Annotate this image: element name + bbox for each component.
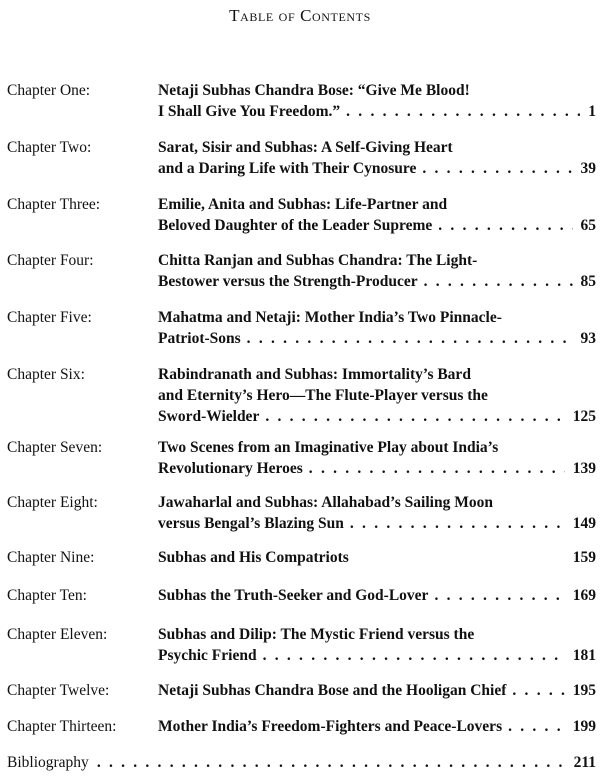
dot-leader [265, 406, 564, 427]
chapter-title-line: Netaji Subhas Chandra Bose: “Give Me Blood! [158, 82, 470, 99]
chapter-title-line: Subhas the Truth-Seeker and God-Lover [158, 587, 429, 604]
chapter-title-line: versus Bengal’s Blazing Sun [158, 515, 344, 532]
dot-leader [346, 101, 580, 122]
chapter-label: Chapter Nine: [7, 549, 95, 566]
toc-title: Table of Contents [229, 6, 371, 25]
dot-leader [97, 752, 566, 773]
chapter-label: Chapter Three: [7, 196, 101, 213]
chapter-label: Chapter Thirteen: [7, 718, 117, 735]
chapter-title-line: Netaji Subhas Chandra Bose and the Hooligan Chief [158, 682, 507, 699]
dot-leader [508, 716, 565, 737]
chapter-label: Chapter Ten: [7, 587, 87, 604]
page-number: 195 [572, 682, 596, 699]
chapter-title-line: Psychic Friend [158, 647, 257, 664]
chapter-title-line: Jawaharlal and Subhas: Allahabad’s Sailing Moon [158, 494, 493, 511]
chapter-title-line: and Eternity’s Hero—The Flute-Player versus the [158, 387, 488, 404]
dot-leader [424, 271, 573, 292]
chapter-label: Chapter Seven: [7, 439, 103, 456]
chapter-title-line: Beloved Daughter of the Leader Supreme [158, 217, 433, 234]
page-number: 125 [572, 408, 596, 425]
chapter-label: Chapter Six: [7, 366, 85, 383]
chapter-title-line: Sword-Wielder [158, 408, 260, 425]
chapter-label: Chapter Twelve: [7, 682, 110, 699]
chapter-label: Chapter Two: [7, 139, 92, 156]
chapter-label: Chapter Five: [7, 309, 92, 326]
chapter-title-line: Subhas and Dilip: The Mystic Friend versus the [158, 626, 475, 643]
page-number: 181 [572, 647, 596, 664]
dot-leader [438, 215, 572, 236]
chapter-title-line: Revolutionary Heroes [158, 460, 303, 477]
dot-leader [512, 680, 564, 701]
page-number: 199 [572, 718, 596, 735]
chapter-title-line: I Shall Give You Freedom.” [158, 103, 341, 120]
chapter-title-line: Bestower versus the Strength-Producer [158, 273, 418, 290]
chapter-title-line: Sarat, Sisir and Subhas: A Self-Giving Heart [158, 139, 453, 156]
chapter-label: Chapter One: [7, 82, 91, 99]
bibliography-label: Bibliography [7, 754, 89, 771]
chapter-title-line: and a Daring Life with Their Cynosure [158, 160, 417, 177]
chapter-label: Chapter Eleven: [7, 626, 108, 643]
page-number: 169 [572, 587, 596, 604]
chapter-title-line: Mahatma and Netaji: Mother India’s Two Pinnacle- [158, 309, 502, 326]
dot-leader [309, 458, 565, 479]
page-number: 65 [580, 217, 596, 234]
page-number: 159 [572, 549, 596, 566]
page-number: 149 [572, 515, 596, 532]
chapter-label: Chapter Four: [7, 252, 94, 269]
dot-leader [247, 328, 573, 349]
toc-entry-bibliography[interactable] [7, 752, 596, 773]
chapter-title-line: Emilie, Anita and Subhas: Life-Partner and [158, 196, 448, 213]
page-number: 1 [588, 103, 596, 120]
dot-leader [263, 645, 565, 666]
chapter-title-line: Subhas and His Compatriots [158, 549, 349, 566]
page-number: 39 [580, 160, 596, 177]
chapter-title-line: Chitta Ranjan and Subhas Chandra: The Light- [158, 252, 478, 269]
chapter-title-line: Patriot-Sons [158, 330, 241, 347]
dot-leader [422, 158, 572, 179]
dot-leader [350, 513, 565, 534]
chapter-title-line: Mother India’s Freedom-Fighters and Peace-Lovers [158, 718, 503, 735]
page-number: 93 [580, 330, 596, 347]
chapter-label: Chapter Eight: [7, 494, 98, 511]
page-number: 85 [580, 273, 596, 290]
dot-leader [434, 585, 564, 606]
chapter-title-line: Two Scenes from an Imaginative Play about India’s [158, 439, 499, 456]
page-number: 139 [572, 460, 596, 477]
chapter-title-line: Rabindranath and Subhas: Immortality’s Bard [158, 366, 471, 383]
page-number: 211 [573, 754, 596, 771]
